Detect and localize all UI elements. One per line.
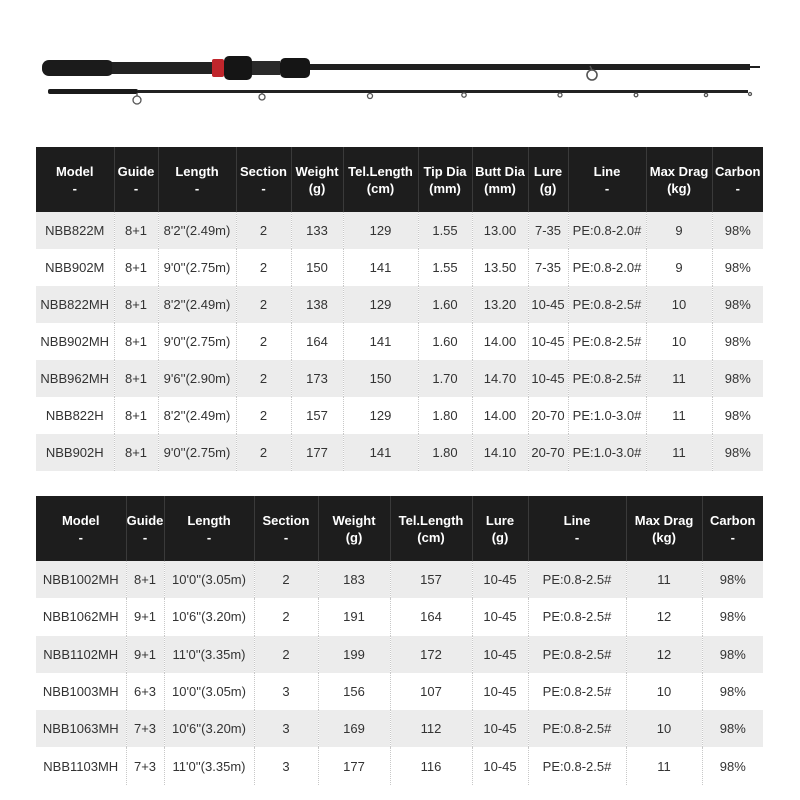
- fishing-rod-illustration: [0, 0, 800, 140]
- column-header-unit: -: [604, 180, 610, 196]
- table-cell: 10'6''(3.20m): [164, 710, 254, 747]
- table-cell: NBB1103MH: [43, 758, 119, 774]
- table-row: [36, 710, 763, 747]
- column-header-unit: -: [133, 180, 139, 196]
- table-cell: 10: [646, 323, 712, 360]
- table-cell: 20-70: [528, 434, 568, 471]
- product-image-rod: [0, 0, 800, 140]
- table-cell: PE:0.8-2.5#: [568, 286, 646, 323]
- table-body: [36, 212, 763, 471]
- column-header: [36, 496, 126, 561]
- column-header: [158, 147, 236, 212]
- table-cell: 98%: [712, 360, 763, 397]
- column-header-label: Section: [262, 512, 310, 528]
- table-cell: 10: [626, 673, 702, 710]
- table-cell: 98%: [712, 434, 763, 471]
- table-cell: 98%: [702, 710, 763, 747]
- table-cell: PE:0.8-2.5#: [528, 636, 626, 673]
- column-header: [36, 147, 114, 212]
- table-cell: NBB902H: [36, 434, 114, 471]
- table-cell: 10-45: [472, 710, 528, 747]
- table-cell: 1.55: [418, 249, 472, 286]
- table-cell: NBB1063MH: [36, 710, 126, 747]
- table-row: [36, 323, 763, 360]
- table-cell: PE:0.8-2.5#: [528, 747, 626, 784]
- column-header-label: Lure: [485, 512, 515, 528]
- table-cell: 11: [646, 434, 712, 471]
- column-header: [528, 147, 568, 212]
- table-cell: 156: [318, 673, 390, 710]
- table-row: [36, 747, 763, 784]
- table-cell: 129: [343, 286, 418, 323]
- table-cell: 8'2''(2.49m): [158, 212, 236, 249]
- table-cell: 2: [254, 636, 318, 673]
- table-cell: 11: [646, 397, 712, 434]
- column-header-unit: (mm): [429, 180, 461, 196]
- table-cell: 98%: [712, 323, 763, 360]
- table-cell: 172: [390, 636, 472, 673]
- table-cell: 10-45: [528, 323, 568, 360]
- column-header-unit: -: [730, 529, 735, 545]
- column-header-unit: -: [261, 180, 266, 196]
- table-cell: 98%: [702, 673, 763, 710]
- table-cell: 2: [236, 397, 291, 434]
- table-row: [36, 397, 763, 434]
- column-header: [126, 496, 164, 561]
- table-cell: 13.50: [472, 249, 528, 286]
- column-header-label: Weight: [332, 512, 376, 528]
- column-header-label: Section: [240, 163, 287, 179]
- table-cell: 10: [626, 710, 702, 747]
- column-header-unit: (g): [308, 180, 326, 196]
- table-cell: 112: [390, 710, 472, 747]
- column-header-label: Tel.Length: [398, 512, 464, 528]
- table-cell: 9'0''(2.75m): [158, 434, 236, 471]
- table-row: [36, 673, 763, 710]
- table-cell: 1.60: [418, 286, 472, 323]
- table-cell: 2: [236, 286, 291, 323]
- column-header-label: Length: [175, 163, 219, 179]
- table-row: [36, 212, 763, 249]
- table-cell: NBB1102MH: [36, 636, 126, 673]
- table-body: [36, 561, 763, 785]
- table-cell: 141: [343, 249, 418, 286]
- table-cell: 14.10: [472, 434, 528, 471]
- column-header-label: Tip Dia: [423, 163, 467, 179]
- table-cell: 2: [236, 249, 291, 286]
- table-cell: 9: [646, 212, 712, 249]
- table-cell: 169: [318, 710, 390, 747]
- table-cell: PE:1.0-3.0#: [568, 434, 646, 471]
- table-row: [36, 286, 763, 323]
- table-cell: 2: [236, 434, 291, 471]
- column-header-unit: -: [72, 180, 77, 196]
- table-cell: 7-35: [528, 212, 568, 249]
- column-header-unit: -: [194, 180, 200, 196]
- table-cell: 98%: [702, 636, 763, 673]
- table-cell: PE:0.8-2.5#: [568, 360, 646, 397]
- column-header: [236, 147, 291, 212]
- rod-tip-section: [48, 89, 752, 104]
- table-cell: 11: [646, 360, 712, 397]
- table-cell: 98%: [702, 561, 763, 598]
- table-row: [36, 249, 763, 286]
- column-header-unit: (mm): [484, 180, 516, 196]
- table-cell: 8+1: [114, 360, 158, 397]
- rod-butt-section: [42, 56, 760, 80]
- table-cell: 8+1: [114, 212, 158, 249]
- table-cell: NBB822M: [36, 212, 114, 249]
- column-header-label: Length: [187, 512, 231, 528]
- table-cell: 116: [390, 747, 472, 784]
- column-header-label: Guide: [126, 512, 164, 528]
- table-cell: 164: [390, 598, 472, 635]
- column-header-unit: (g): [491, 529, 509, 545]
- table-cell: NBB1003MH: [42, 684, 119, 700]
- column-header: [528, 496, 626, 561]
- table-cell: NBB962MH: [36, 360, 114, 397]
- column-header: [390, 496, 472, 561]
- column-header-unit: -: [283, 529, 289, 545]
- table-cell: 183: [318, 561, 390, 598]
- column-header: [472, 147, 528, 212]
- table-cell: 10-45: [472, 561, 528, 598]
- table-cell: 2: [236, 360, 291, 397]
- table-cell: 13.00: [472, 212, 528, 249]
- table-cell: 1.60: [418, 323, 472, 360]
- table-cell: PE:0.8-2.0#: [568, 212, 646, 249]
- table-cell: 98%: [712, 286, 763, 323]
- table-cell: 1.80: [418, 434, 472, 471]
- table-header-row: [36, 147, 763, 212]
- table-cell: 199: [318, 636, 390, 673]
- table-cell: PE:0.8-2.5#: [528, 710, 626, 747]
- table-cell: 98%: [702, 598, 763, 635]
- table-cell: 8'2''(2.49m): [158, 286, 236, 323]
- table-cell: 10-45: [528, 286, 568, 323]
- table-cell: 2: [254, 598, 318, 635]
- table-cell: 98%: [712, 212, 763, 249]
- table-cell: 1.70: [418, 360, 472, 397]
- table-cell: 141: [343, 323, 418, 360]
- column-header: [712, 147, 763, 212]
- column-header: [626, 496, 702, 561]
- column-header-unit: (kg): [652, 529, 676, 545]
- table-cell: 157: [390, 561, 472, 598]
- column-header-unit: -: [142, 529, 148, 545]
- column-header: [568, 147, 646, 212]
- table-cell: 164: [291, 323, 343, 360]
- table-cell: 107: [390, 673, 472, 710]
- column-header-label: Carbon: [710, 512, 756, 528]
- column-header-label: Model: [61, 512, 100, 528]
- table-cell: 13.20: [472, 286, 528, 323]
- table-cell: 173: [291, 360, 343, 397]
- table-cell: PE:1.0-3.0#: [568, 397, 646, 434]
- table-cell: 98%: [712, 249, 763, 286]
- column-header: [646, 147, 712, 212]
- table-cell: 8'2''(2.49m): [158, 397, 236, 434]
- table-cell: 141: [343, 434, 418, 471]
- table-cell: 10'0''(3.05m): [164, 673, 254, 710]
- table-cell: 2: [236, 212, 291, 249]
- table-cell: 9+1: [126, 598, 164, 635]
- table-cell: 9+1: [126, 636, 164, 673]
- table-row: [36, 561, 763, 598]
- table-cell: PE:0.8-2.5#: [528, 561, 626, 598]
- table-cell: 191: [318, 598, 390, 635]
- column-header: [343, 147, 418, 212]
- table-cell: 2: [236, 323, 291, 360]
- table-row: [36, 360, 763, 397]
- column-header-label: Max Drag: [649, 163, 709, 179]
- table-cell: 98%: [712, 397, 763, 434]
- column-header: [254, 496, 318, 561]
- table-cell: 11'0''(3.35m): [164, 636, 254, 673]
- table-cell: 9: [646, 249, 712, 286]
- table-cell: 11: [626, 561, 702, 598]
- table-cell: PE:0.8-2.0#: [568, 249, 646, 286]
- table-cell: 10'6''(3.20m): [164, 598, 254, 635]
- table-cell: 8+1: [114, 323, 158, 360]
- column-header-label: Lure: [533, 163, 563, 179]
- table-cell: 150: [343, 360, 418, 397]
- table-header-row: [36, 496, 763, 561]
- column-header-unit: (kg): [667, 180, 691, 196]
- column-header: [418, 147, 472, 212]
- table-cell: 98%: [702, 747, 763, 784]
- spec-table-1: [36, 147, 763, 471]
- column-header: [291, 147, 343, 212]
- table-cell: NBB902M: [45, 260, 105, 275]
- table-cell: 20-70: [528, 397, 568, 434]
- column-header-label: Line: [593, 163, 621, 179]
- column-header: [472, 496, 528, 561]
- table-cell: NBB822H: [45, 408, 104, 423]
- table-cell: 3: [254, 747, 318, 784]
- table-cell: 12: [626, 636, 702, 673]
- table-cell: 3: [254, 673, 318, 710]
- table-cell: PE:0.8-2.5#: [528, 598, 626, 635]
- table-cell: 129: [343, 397, 418, 434]
- column-header-label: Carbon: [715, 163, 761, 179]
- table-cell: 157: [291, 397, 343, 434]
- column-header-unit: (g): [345, 529, 363, 545]
- table-cell: 7-35: [528, 249, 568, 286]
- table-row: [36, 636, 763, 673]
- table-cell: 7+3: [126, 747, 164, 784]
- table-cell: 10-45: [528, 360, 568, 397]
- table-cell: 10-45: [472, 673, 528, 710]
- column-header-unit: -: [574, 529, 580, 545]
- table-cell: NBB902MH: [40, 334, 110, 349]
- column-header-unit: (g): [539, 180, 557, 196]
- table-cell: 177: [318, 747, 390, 784]
- table-cell: 3: [254, 710, 318, 747]
- column-header-label: Butt Dia: [475, 163, 525, 179]
- table-cell: 14.00: [472, 397, 528, 434]
- column-header: [318, 496, 390, 561]
- column-header-unit: -: [78, 529, 83, 545]
- table-cell: 10: [646, 286, 712, 323]
- table-cell: 8+1: [126, 561, 164, 598]
- table-cell: 150: [291, 249, 343, 286]
- table-row: [36, 598, 763, 635]
- table-cell: 8+1: [114, 249, 158, 286]
- table-cell: 9'0''(2.75m): [158, 249, 236, 286]
- table-cell: 133: [291, 212, 343, 249]
- table-cell: 14.70: [472, 360, 528, 397]
- column-header-label: Max Drag: [634, 512, 694, 528]
- table-cell: 177: [291, 434, 343, 471]
- column-header-label: Tel.Length: [348, 163, 413, 179]
- column-header-unit: (cm): [366, 180, 395, 196]
- table-row: [36, 434, 763, 471]
- table-cell: 12: [626, 598, 702, 635]
- spec-table-2: [36, 496, 763, 785]
- table-cell: 1.55: [418, 212, 472, 249]
- table-cell: 10-45: [472, 598, 528, 635]
- table-cell: 9'0''(2.75m): [158, 323, 236, 360]
- table-cell: PE:0.8-2.5#: [528, 673, 626, 710]
- table-cell: NBB822MH: [36, 286, 114, 323]
- column-header: [702, 496, 763, 561]
- column-header-label: Weight: [295, 163, 339, 179]
- column-header: [164, 496, 254, 561]
- table-cell: 10-45: [472, 747, 528, 784]
- table-cell: 11'0''(3.35m): [164, 747, 254, 784]
- table-cell: 6+3: [126, 673, 164, 710]
- column-header-label: Line: [563, 512, 591, 528]
- table-cell: 10-45: [472, 636, 528, 673]
- table-cell: 11: [626, 747, 702, 784]
- table-cell: 138: [291, 286, 343, 323]
- table-cell: NBB1062MH: [42, 609, 119, 625]
- table-cell: 14.00: [472, 323, 528, 360]
- table-cell: PE:0.8-2.5#: [568, 323, 646, 360]
- column-header-unit: -: [206, 529, 212, 545]
- table-cell: NBB1002MH: [36, 561, 126, 598]
- table-cell: 8+1: [114, 286, 158, 323]
- column-header-label: Model: [55, 163, 94, 179]
- column-header-unit: -: [735, 180, 740, 196]
- table-cell: 129: [343, 212, 418, 249]
- table-cell: 2: [254, 561, 318, 598]
- table-cell: 8+1: [114, 434, 158, 471]
- table-cell: 7+3: [126, 710, 164, 747]
- table-cell: 10'0''(3.05m): [164, 561, 254, 598]
- table-cell: 9'6''(2.90m): [158, 360, 236, 397]
- table-cell: 8+1: [114, 397, 158, 434]
- column-header-unit: (cm): [417, 529, 445, 545]
- column-header-label: Guide: [117, 163, 155, 179]
- table-cell: 1.80: [418, 397, 472, 434]
- column-header: [114, 147, 158, 212]
